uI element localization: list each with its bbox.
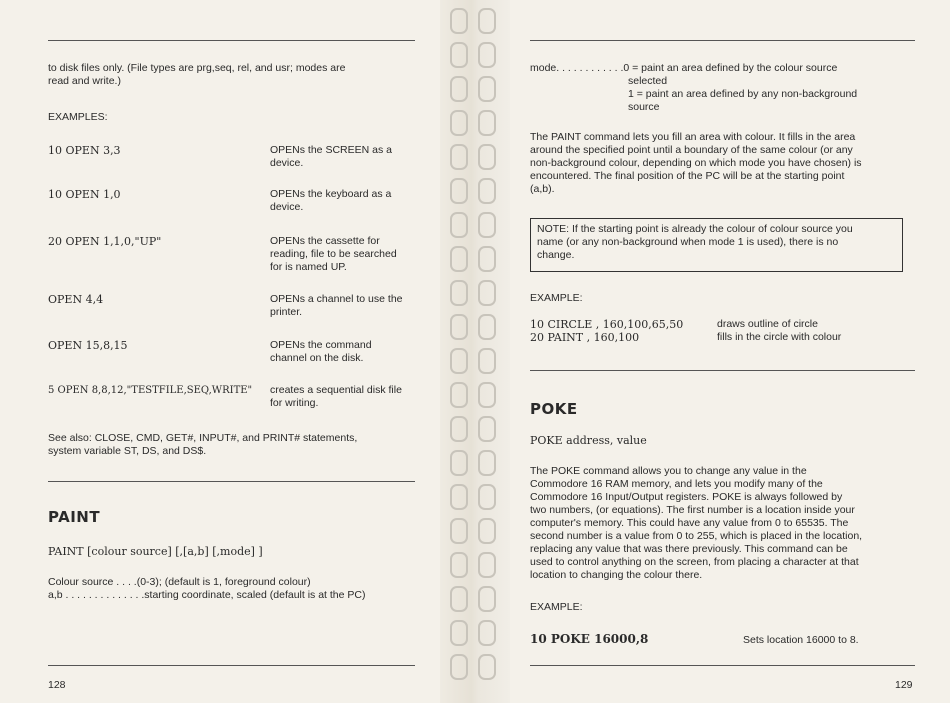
binding-ring <box>478 484 496 510</box>
note-box <box>530 218 903 272</box>
binding-ring <box>450 552 468 578</box>
example-desc: OPENs the SCREEN as a <box>270 144 392 156</box>
binding-ring <box>450 586 468 612</box>
mode-text: mode. . . . . . . . . . . .0 = paint an area defined by the colour source <box>530 62 838 74</box>
paint-description: non-background colour, depending on which mode you have chosen) is <box>530 157 862 169</box>
see-also-text: system variable ST, DS, and DS$. <box>48 445 207 457</box>
intro-text: to disk files only. (File types are prg,seq, rel, and usr; modes are <box>48 62 346 74</box>
binding-ring <box>450 42 468 68</box>
example-desc: reading, file to be searched <box>270 248 397 260</box>
binding-ring <box>450 178 468 204</box>
binding-ring <box>450 280 468 306</box>
example-desc: OPENs a channel to use the <box>270 293 403 305</box>
mode-text: selected <box>628 75 668 87</box>
poke-description: location to changing the colour there. <box>530 569 703 581</box>
param-line: a,b . . . . . . . . . . . . . .starting coordinate, scaled (default is at the PC) <box>48 589 366 601</box>
example-label: EXAMPLE: <box>530 601 583 613</box>
top-rule <box>48 40 415 41</box>
bottom-rule <box>530 665 915 666</box>
poke-description: used to control anything on the screen, from placing a character at that <box>530 556 859 568</box>
example-desc: OPENs the cassette for <box>270 235 380 247</box>
top-rule <box>530 40 915 41</box>
examples-label: EXAMPLES: <box>48 111 108 123</box>
paint-description: encountered. The final position of the PC will be at the starting point <box>530 170 845 182</box>
binding-ring <box>478 382 496 408</box>
example-label: EXAMPLE: <box>530 292 583 304</box>
poke-description: The POKE command allows you to change any value in the <box>530 465 807 477</box>
example-desc: Sets location 16000 to 8. <box>743 634 859 646</box>
binding-ring <box>478 110 496 136</box>
binding-ring <box>478 416 496 442</box>
example-desc: creates a sequential disk file <box>270 384 402 396</box>
right-page <box>510 0 950 703</box>
binding-ring <box>478 280 496 306</box>
poke-syntax: POKE address, value <box>530 434 647 447</box>
example-desc: for is named UP. <box>270 261 347 273</box>
binding-ring <box>478 450 496 476</box>
binding-ring <box>450 110 468 136</box>
poke-description: Commodore 16 RAM memory, and lets you modify many of the <box>530 478 823 490</box>
example-desc: draws outline of circle <box>717 318 818 330</box>
binding-ring <box>478 552 496 578</box>
binding-ring <box>478 144 496 170</box>
binding-ring <box>450 654 468 680</box>
paint-heading: PAINT <box>48 508 101 526</box>
example-code: 10 OPEN 1,0 <box>48 188 121 201</box>
binding-ring <box>478 314 496 340</box>
binding-ring <box>450 518 468 544</box>
page-number: 129 <box>895 679 913 691</box>
example-code: 10 OPEN 3,3 <box>48 144 121 157</box>
example-code: 10 CIRCLE , 160,100,65,50 <box>530 318 684 331</box>
note-text: name (or any non-background when mode 1 is used), there is no <box>537 236 839 248</box>
poke-description: Commodore 16 Input/Output registers. POKE is always followed by <box>530 491 843 503</box>
paint-syntax: PAINT [colour source] [,[a,b] [,mode] ] <box>48 545 263 558</box>
example-desc: printer. <box>270 306 303 318</box>
binding-ring <box>478 8 496 34</box>
binding-ring <box>478 212 496 238</box>
param-line: Colour source . . . .(0-3); (default is 1, foreground colour) <box>48 576 311 588</box>
binding-ring <box>478 246 496 272</box>
note-text: change. <box>537 249 575 261</box>
binding-ring <box>478 654 496 680</box>
binding-ring <box>450 144 468 170</box>
see-also-text: See also: CLOSE, CMD, GET#, INPUT#, and PRINT# statements, <box>48 432 358 444</box>
example-code: 20 OPEN 1,1,0,"UP" <box>48 235 162 248</box>
poke-description: replacing any value that was there previously. This command can be <box>530 543 848 555</box>
poke-heading: POKE <box>530 400 578 418</box>
binding-ring <box>450 246 468 272</box>
poke-description: computer's memory. This could have any value from 0 to 65535. The <box>530 517 849 529</box>
page-number: 128 <box>48 679 66 691</box>
binding-ring <box>478 620 496 646</box>
binding-ring <box>450 484 468 510</box>
paint-description: around the specified point until a boundary of the same colour (or any <box>530 144 853 156</box>
binding-ring <box>450 382 468 408</box>
example-code: 10 POKE 16000,8 <box>530 632 649 646</box>
example-desc: device. <box>270 157 304 169</box>
binding-ring <box>450 620 468 646</box>
bottom-rule <box>48 665 415 666</box>
mode-text: 1 = paint an area defined by any non-background <box>628 88 858 100</box>
example-code: 5 OPEN 8,8,12,"TESTFILE,SEQ,WRITE" <box>48 385 253 396</box>
binding-ring <box>450 450 468 476</box>
binding-spine <box>440 0 510 703</box>
paint-description: (a,b). <box>530 183 555 195</box>
example-code: OPEN 4,4 <box>48 293 104 306</box>
section-rule <box>48 481 415 482</box>
example-desc: fills in the circle with colour <box>717 331 842 343</box>
example-code: OPEN 15,8,15 <box>48 339 128 352</box>
intro-text: read and write.) <box>48 75 121 87</box>
binding-ring <box>450 314 468 340</box>
paint-description: The PAINT command lets you fill an area with colour. It fills in the area <box>530 131 856 143</box>
note-text: NOTE: If the starting point is already the colour of colour source you <box>537 223 853 235</box>
binding-ring <box>478 518 496 544</box>
mode-text: source <box>628 101 660 113</box>
binding-ring <box>478 42 496 68</box>
binding-ring <box>450 348 468 374</box>
binding-ring <box>478 348 496 374</box>
example-code: 20 PAINT , 160,100 <box>530 331 640 344</box>
binding-ring <box>478 76 496 102</box>
example-desc: channel on the disk. <box>270 352 364 364</box>
left-page <box>0 0 440 703</box>
poke-description: two numbers, (or equations). The first number is a location inside your <box>530 504 855 516</box>
binding-ring <box>478 178 496 204</box>
example-desc: OPENs the keyboard as a <box>270 188 392 200</box>
binding-ring <box>450 416 468 442</box>
poke-description: second number is a value from 0 to 255, which is placed in the location, <box>530 530 863 542</box>
example-desc: for writing. <box>270 397 319 409</box>
binding-ring <box>450 76 468 102</box>
section-rule <box>530 370 915 371</box>
example-desc: device. <box>270 201 304 213</box>
example-desc: OPENs the command <box>270 339 372 351</box>
binding-ring <box>450 212 468 238</box>
binding-ring <box>478 586 496 612</box>
binding-ring <box>450 8 468 34</box>
